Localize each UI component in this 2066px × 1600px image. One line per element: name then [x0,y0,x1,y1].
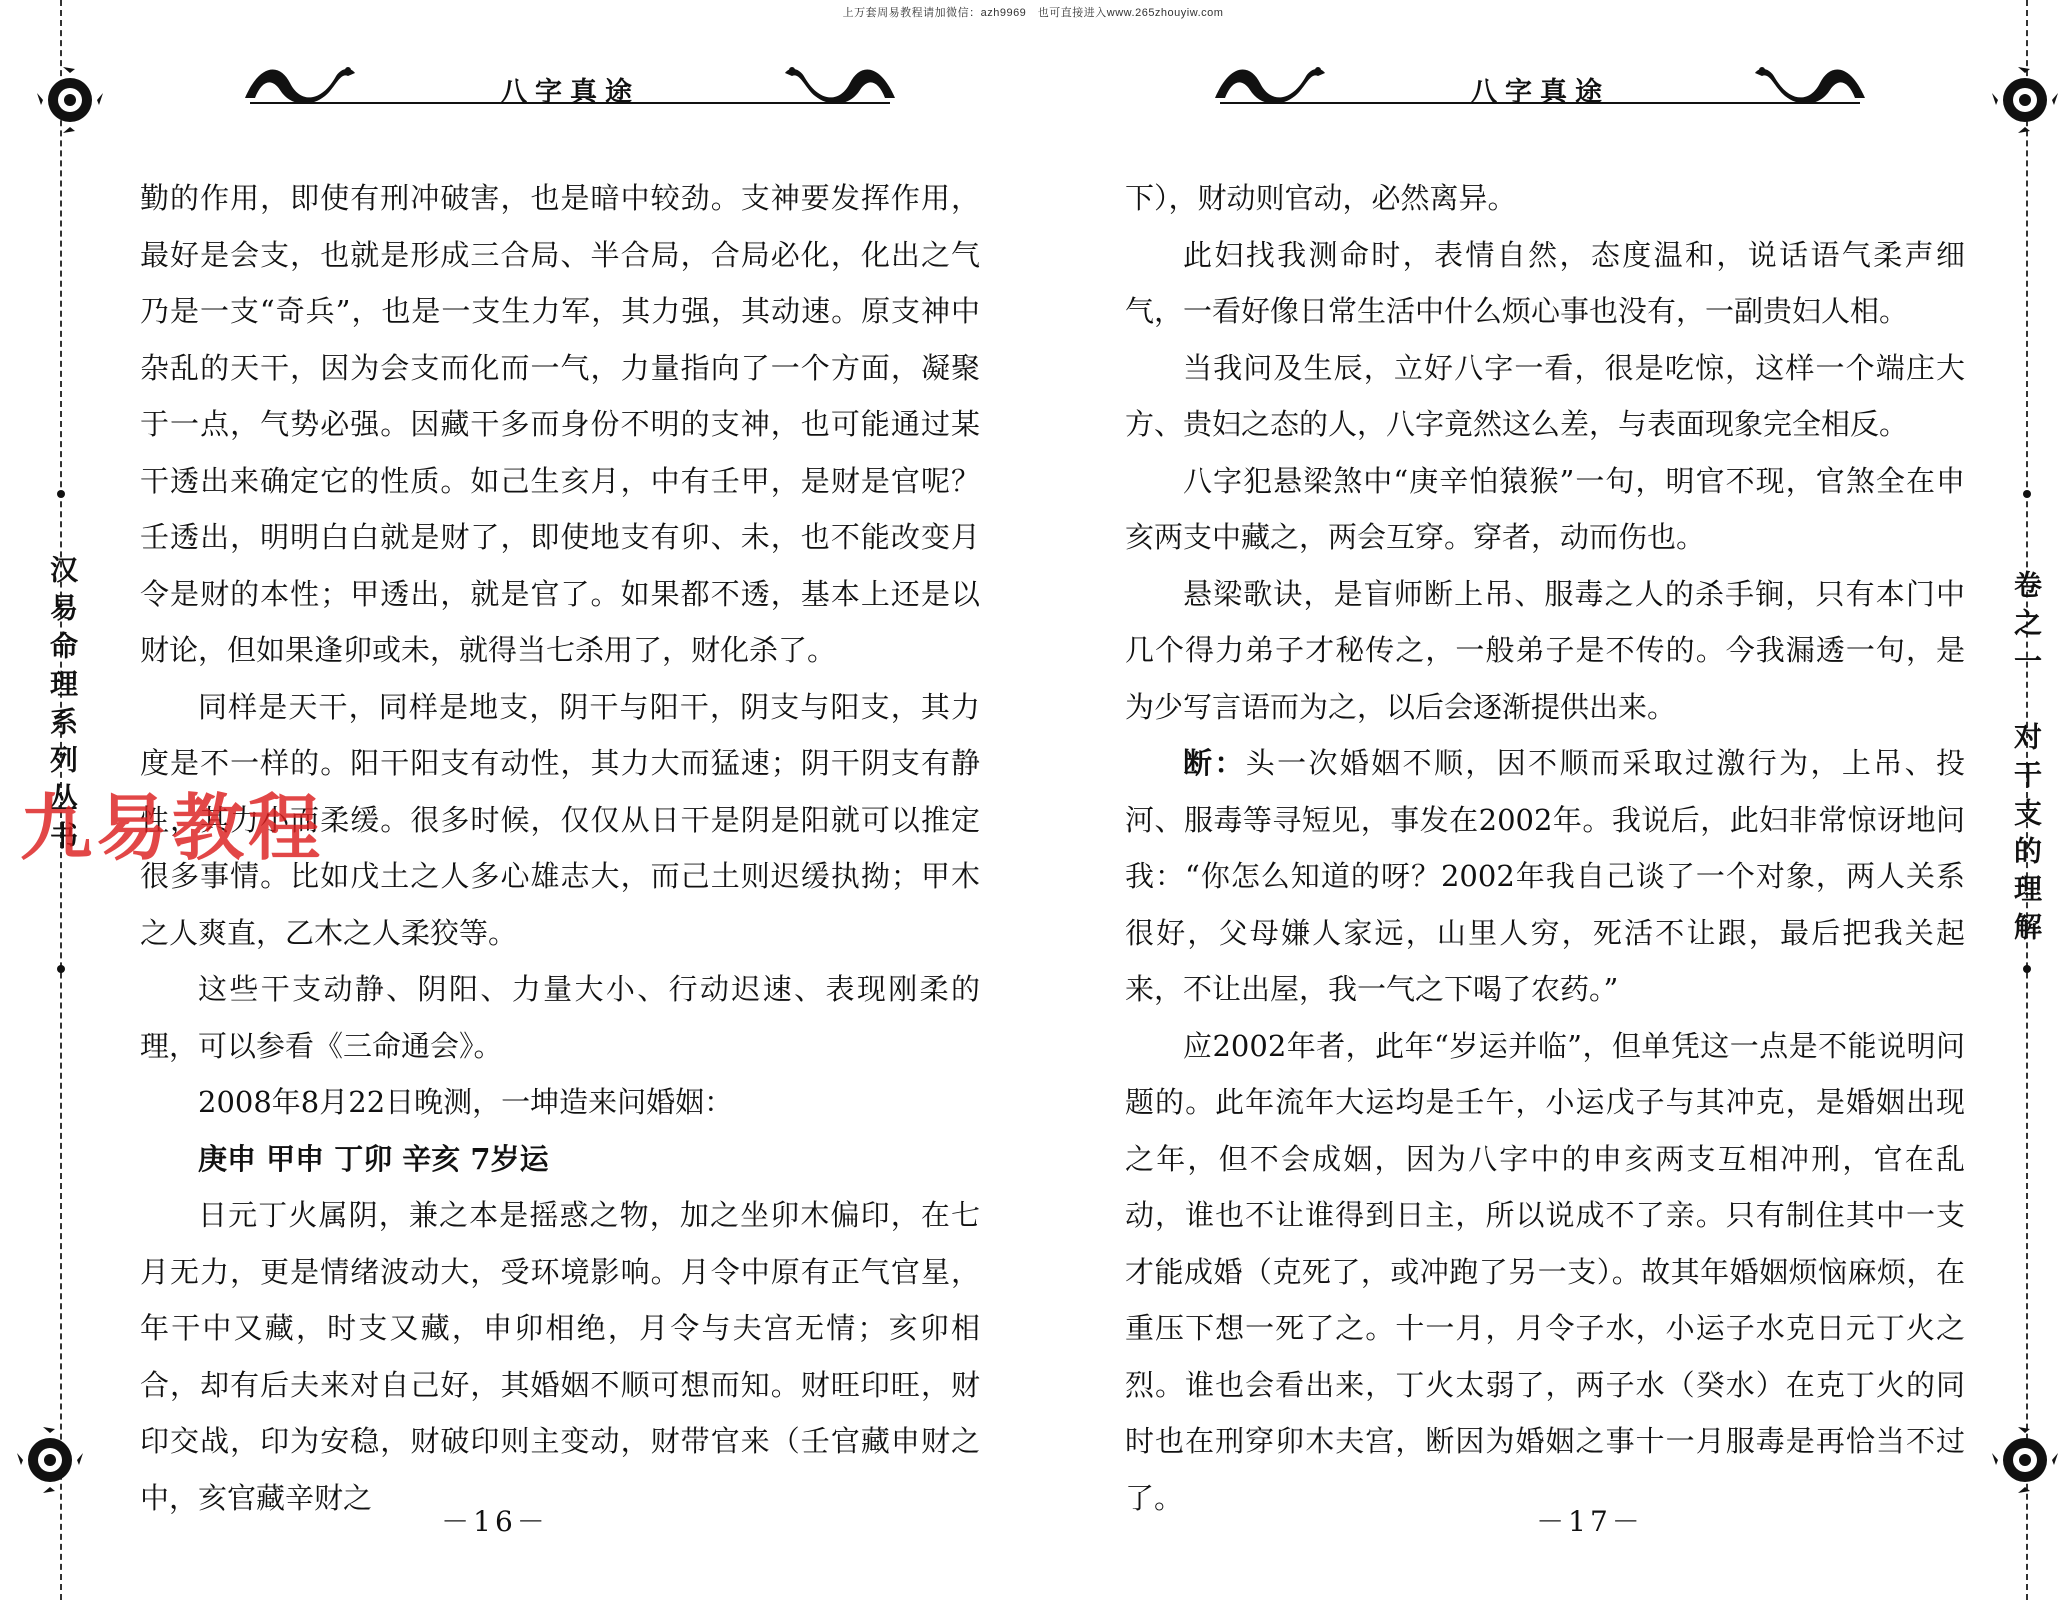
birth-chart-line: 庚申 甲申 丁卯 辛亥 7岁运 [198,1141,549,1176]
watermark: 九易教程 [20,786,325,870]
header-title: 八字真途 [500,77,640,108]
header-title: 八字真途 [1470,77,1610,108]
top-note: 上万套周易教程请加微信：azh9969 也可直接进入www.265zhouyiw.com [842,7,1224,19]
judgment-paragraph [1125,735,1965,1018]
paragraph: 2008年8月22日晚测，一坤造来问婚姻： [198,1085,734,1119]
body-text [1125,170,1965,1526]
paragraph: 日元丁火属阴，兼之本是摇惑之物，加之坐卯木偏印，在七月无力，更是情绪波动大，受环境影响。月令中原有正气官星，年干中又藏，时支又藏，申卯相绝，月令与夫宫无情；亥卯相合，却有后夫来对自己好，其婚姻不顺可想而知。财旺印旺，财印交战，印为安稳，财破印则主变动，财带官来（壬官藏申财之中，亥官藏辛财之 [140,1198,980,1515]
paragraph: 这些干支动静、阴阳、力量大小、行动迟速、表现刚柔的理，可以参看《三命通会》。 [140,972,980,1063]
paragraph: 八字犯悬梁煞中“庚辛怕猿猴”一句，明官不现，官煞全在申亥两支中藏之，两会互穿。穿者，动而伤也。 [1125,463,1965,554]
paragraph: 应2002年者，此年“岁运并临”，但单凭这一点是不能说明问题的。此年流年大运均是壬午，小运戊子与其冲克，是婚姻出现之年，但不会成姻，因为八字中的申亥两支互相冲刑，官在乱动，谁也不让谁得到日主，所以说成不了亲。只有制住其中一支才能成婚（克死了，或冲跑了另一支）。故其年婚姻烦恼麻烦，在重压下想一死了之。十一月，月令子水，小运子水克日元丁火之烈。谁也会看出来，丁火太弱了，两子水（癸水）在克丁火的同时也在刑穿卯木夫宫，断因为婚姻之事十一月服毒是再恰当不过了。 [1125,1028,1965,1515]
paragraph: 此妇找我测命时，表情自然，态度温和，说话语气柔声细气，一看好像日常生活中什么烦心事也没有，一副贵妇人相。 [1125,237,1965,328]
header-rule [1220,102,1860,104]
paragraph: 同样是天干，同样是地支，阴干与阳干，阴支与阳支，其力度是不一样的。阳干阳支有动性，其力大而猛速；阴干阴支有静性，其力小而柔缓。很多时候，仅仅从日干是阴是阳就可以推定很多事情。比如戊土之人多心雄志大，而己土则迟缓执拗；甲木之人爽直，乙木之人柔狡等。 [140,689,980,950]
judgment-text: 头一次婚姻不顺，因不顺而采取过激行为，上吊、投河、服毒等寻短见，事发在2002年。我说后，此妇非常惊讶地问我：“你怎么知道的呀？2002年我自己谈了一个对象，两人关系很好，父母嫌人家远，山里人穷，死活不让跟，最后把我关起来，不让出屋，我一气之下喝了农药。” [1125,746,1965,1006]
paragraph: 悬梁歌诀，是盲师断上吊、服毒之人的杀手锏，只有本门中几个得力弟子才秘传之，一般弟子是不传的。今我漏透一句，是为少写言语而为之，以后会逐渐提供出来。 [1125,576,1965,724]
chapter-side-label: 卷之一 对干支的理解 [2010,570,2043,950]
paragraph: 下），财动则官动，必然离异。 [1125,181,1517,215]
page-number: －16－ [441,1505,549,1538]
paragraph: 勤的作用，即使有刑冲破害，也是暗中较劲。支神要发挥作用，最好是会支，也就是形成三合局、半合局，合局必化，化出之气乃是一支“奇兵”，也是一支生力军，其力强，其动速。原支神中杂乱的天干，因为会支而化而一气，力量指向了一个方面，凝聚于一点，气势必强。因藏干多而身份不明的支神，也可能通过某干透出来确定它的性质。如己生亥月，中有壬甲，是财是官呢？壬透出，明明白白就是财了，即使地支有卯、未，也不能改变月令是财的本性；甲透出，就是官了。如果都不透，基本上还是以财论，但如果逢卯或未，就得当七杀用了，财化杀了。 [140,181,980,667]
paragraph: 当我问及生辰，立好八字一看，很是吃惊，这样一个端庄大方、贵妇之态的人，八字竟然这么差，与表面现象完全相反。 [1125,350,1965,441]
page-number: －17－ [1536,1505,1644,1538]
judgment-lead: 断： [1183,746,1246,780]
page-header [1210,58,1870,118]
series-side-label: 汉易命理系列丛书 [46,555,79,859]
